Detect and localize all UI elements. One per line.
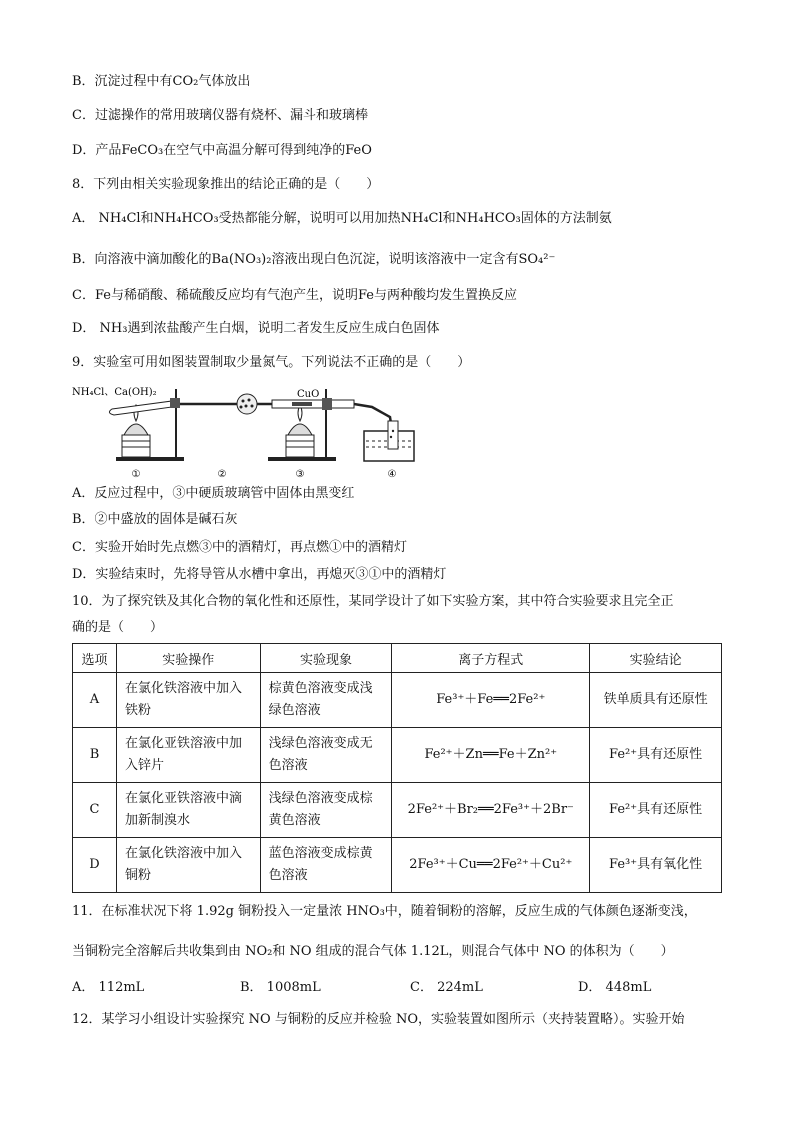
alcohol-lamp-3 [288,424,312,435]
table-header-row [73,644,722,673]
collecting-tube [388,421,398,449]
row-conclusion: 铁单质具有还原性 [590,673,722,728]
row-phenomenon: 蓝色溶液变成棕黄色溶液 [260,838,392,893]
row-operation: 在氯化亚铁溶液中加入锌片 [116,728,260,783]
q7-option-d: D．产品FeCO₃在空气中高温分解可得到纯净的FeO [72,143,372,158]
row-option: D [73,838,117,893]
table-row [73,673,722,728]
q11-stem-line2: 当铜粉完全溶解后共收集到由 NO₂和 NO 组成的混合气体 1.12L，则混合气体中 NO 的体积为（ ） [72,944,674,959]
q9-option-d: D．实验结束时，先将导管从水槽中拿出，再熄灭③①中的酒精灯 [72,567,447,582]
table-row [73,783,722,838]
label-4: ④ [387,469,397,479]
row-phenomenon: 浅绿色溶液变成无色溶液 [260,728,392,783]
col-header-phenomenon: 实验现象 [260,644,392,673]
row-equation: Fe³⁺＋Fe══2Fe²⁺ [392,673,590,728]
q10-stem-line1: 10．为了探究铁及其化合物的氧化性和还原性，某同学设计了如下实验方案，其中符合实验要求且完全正 [72,594,674,609]
q8-option-a: A． NH₄Cl和NH₄HCO₃受热都能分解，说明可以用加热NH₄Cl和NH₄HCO₃固体的方法制氨 [72,211,612,226]
q12-stem-line1: 12．某学习小组设计实验探究 NO 与铜粉的反应并检验 NO，实验装置如图所示（夹持装置略）。实验开始 [72,1012,685,1027]
row-option: B [73,728,117,783]
row-conclusion: Fe²⁺具有还原性 [590,728,722,783]
q7-option-b: B．沉淀过程中有CO₂气体放出 [72,74,251,89]
q11-options [72,978,742,998]
q8-option-c: C．Fe与稀硝酸、稀硫酸反应均有气泡产生，说明Fe与两种酸均发生置换反应 [72,288,517,303]
row-conclusion: Fe²⁺具有还原性 [590,783,722,838]
q8-stem: 8．下列由相关实验现象推出的结论正确的是（ ） [72,177,380,192]
reagent-label-right: CuO [297,389,320,400]
glass-tube-3 [272,400,354,408]
q9-option-c: C．实验开始时先点燃③中的酒精灯，再点燃①中的酒精灯 [72,540,407,555]
row-operation: 在氯化亚铁溶液中滴加新制溴水 [116,783,260,838]
experiment-table [72,643,722,893]
block-1 [122,435,150,457]
test-tube-1 [109,401,172,415]
q8-option-d: D． NH₃遇到浓盐酸产生白烟，说明二者发生反应生成白色固体 [72,321,440,336]
q9-option-a: A．反应过程中，③中硬质玻璃管中固体由黑变红 [72,486,355,501]
q11-option-d: D． 448mL [578,980,652,995]
col-header-option: 选项 [73,644,117,673]
apparatus-diagram [72,383,432,479]
q11-option-c: C． 224mL [410,980,483,995]
row-equation: Fe²⁺＋Zn══Fe＋Zn²⁺ [392,728,590,783]
reagent-label-left: NH₄Cl、Ca(OH)₂ [72,387,157,398]
label-3: ③ [295,469,305,479]
table-row [73,728,722,783]
row-option: A [73,673,117,728]
stand-base-1 [116,457,184,461]
col-header-operation: 实验操作 [116,644,260,673]
alcohol-lamp-1 [124,424,148,435]
q11-option-b: B． 1008mL [240,980,321,995]
row-conclusion: Fe³⁺具有氧化性 [590,838,722,893]
label-1: ① [131,469,141,479]
drying-bulb-2 [237,394,257,414]
row-phenomenon: 浅绿色溶液变成棕黄色溶液 [260,783,392,838]
q7-option-c: C．过滤操作的常用玻璃仪器有烧杯、漏斗和玻璃棒 [72,108,368,123]
q9-stem: 9．实验室可用如图装置制取少量氮气。下列说法不正确的是（ ） [72,355,471,370]
col-header-conclusion: 实验结论 [590,644,722,673]
row-operation: 在氯化铁溶液中加入铜粉 [116,838,260,893]
row-operation: 在氯化铁溶液中加入铁粉 [116,673,260,728]
block-3 [286,435,314,457]
row-equation: 2Fe²⁺＋Br₂══2Fe³⁺＋2Br⁻ [392,783,590,838]
stand-base-3 [268,457,336,461]
q11-option-a: A． 112mL [72,980,145,995]
q11-stem-line1: 11．在标准状况下将 1.92g 铜粉投入一定量浓 HNO₃中，随着铜粉的溶解，反应生成的气体颜色逐渐变浅， [72,904,697,919]
col-header-equation: 离子方程式 [392,644,590,673]
label-2: ② [217,469,227,479]
row-option: C [73,783,117,838]
table-row [73,838,722,893]
row-phenomenon: 棕黄色溶液变成浅绿色溶液 [260,673,392,728]
q10-stem-line2: 确的是（ ） [72,620,164,635]
q9-option-b: B．②中盛放的固体是碱石灰 [72,512,238,527]
q8-option-b: B．向溶液中滴加酸化的Ba(NO₃)₂溶液出现白色沉淀，说明该溶液中一定含有SO₄²⁻ [72,252,556,267]
row-equation: 2Fe³⁺＋Cu══2Fe²⁺＋Cu²⁺ [392,838,590,893]
